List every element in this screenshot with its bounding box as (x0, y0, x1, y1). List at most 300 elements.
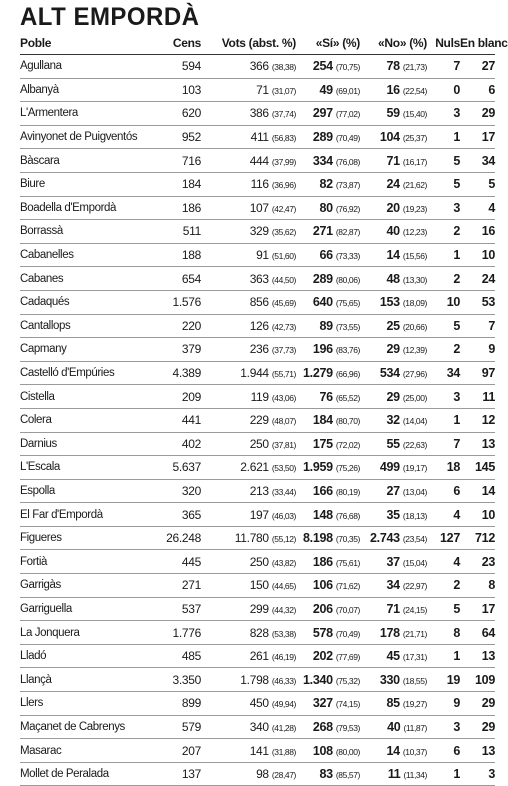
no-value: 16 (386, 82, 400, 97)
cell-blanc (460, 574, 495, 598)
blanc-value: 24 (481, 271, 495, 286)
si-pct: (73,55) (335, 321, 360, 332)
header-nuls: Nuls (427, 31, 460, 55)
blanc-value: 23 (481, 554, 495, 569)
vots-value: 366 (249, 59, 269, 74)
cell-no (360, 715, 427, 739)
page-title: ALT EMPORDÀ (20, 3, 200, 31)
si-value: 640 (312, 295, 333, 310)
results-table (20, 31, 508, 786)
table-row (20, 55, 495, 79)
cell-poble (20, 243, 136, 267)
cell-poble (20, 762, 136, 786)
abst-pct: (41,28) (271, 722, 296, 733)
si-pct: (71,62) (335, 581, 360, 592)
si-pct: (74,15) (335, 699, 360, 710)
cell-poble (20, 432, 136, 456)
cell-poble (20, 55, 136, 79)
cell-poble (20, 196, 136, 220)
si-value: 289 (312, 130, 333, 145)
cens-value: 379 (181, 342, 201, 357)
cell-no (360, 338, 427, 362)
nuls-value: 127 (440, 531, 460, 546)
nuls-value: 4 (453, 554, 460, 569)
cell-si (296, 243, 360, 267)
cell-nuls (427, 644, 460, 668)
blanc-value: 4 (488, 200, 495, 215)
si-value: 89 (319, 318, 333, 333)
no-pct: (13,30) (402, 274, 427, 285)
vots-value: 828 (249, 625, 269, 640)
cell-blanc (460, 597, 495, 621)
no-pct: (22,54) (402, 85, 427, 96)
cell-vots (201, 503, 296, 527)
cell-no (360, 314, 427, 338)
nuls-value: 3 (453, 200, 460, 215)
cell-no (360, 762, 427, 786)
cens-value: 594 (181, 59, 201, 74)
si-value: 106 (312, 578, 333, 593)
no-value: 330 (379, 672, 400, 687)
no-pct: (19,17) (402, 463, 427, 474)
cell-si (296, 715, 360, 739)
cell-poble (20, 739, 136, 763)
cell-nuls (427, 503, 460, 527)
cell-blanc (460, 172, 495, 196)
cell-poble (20, 456, 136, 480)
nuls-value: 1 (453, 248, 460, 263)
blanc-value: 17 (481, 601, 495, 616)
cell-poble (20, 621, 136, 645)
table-row (20, 692, 495, 716)
no-pct: (24,15) (402, 604, 427, 615)
si-value: 49 (319, 82, 333, 97)
si-pct: (73,33) (335, 251, 360, 262)
vots-value: 444 (249, 153, 269, 168)
vots-value: 250 (249, 436, 269, 451)
cell-vots (201, 125, 296, 149)
cell-nuls (427, 526, 460, 550)
cell-blanc (460, 715, 495, 739)
no-pct: (11,34) (403, 770, 427, 781)
abst-pct: (49,94) (271, 699, 296, 710)
poble-name: Bàscara (20, 154, 60, 167)
cell-no (360, 102, 427, 126)
poble-name: Biure (20, 178, 45, 191)
cell-nuls (427, 432, 460, 456)
cell-nuls (427, 739, 460, 763)
cell-nuls (427, 479, 460, 503)
abst-pct: (55,12) (271, 534, 296, 545)
no-pct: (11,87) (403, 722, 427, 733)
cens-value: 4.389 (172, 366, 201, 381)
cell-blanc (460, 55, 495, 79)
cell-poble (20, 78, 136, 102)
no-pct: (15,04) (402, 557, 427, 568)
vots-value: 71 (256, 82, 269, 97)
cell-si (296, 102, 360, 126)
nuls-value: 3 (453, 719, 460, 734)
cell-si (296, 408, 360, 432)
cell-no (360, 479, 427, 503)
cell-si (296, 644, 360, 668)
table-row (20, 574, 495, 598)
cell-cens (136, 149, 201, 173)
cell-vots (201, 550, 296, 574)
table-row (20, 408, 495, 432)
header-row (20, 31, 495, 55)
header-no: «No» (%) (360, 31, 427, 55)
cell-blanc (460, 361, 495, 385)
no-pct: (21,73) (402, 62, 427, 73)
no-value: 35 (386, 507, 400, 522)
cell-si (296, 621, 360, 645)
no-value: 34 (386, 578, 400, 593)
abst-pct: (38,38) (271, 62, 296, 73)
table-body (20, 55, 495, 786)
no-pct: (20,66) (402, 321, 427, 332)
cell-si (296, 125, 360, 149)
si-value: 8.198 (303, 531, 333, 546)
cell-blanc (460, 668, 495, 692)
si-pct: (75,26) (335, 463, 360, 474)
poble-name: Cantallops (20, 319, 71, 332)
cell-blanc (460, 432, 495, 456)
vots-value: 450 (249, 696, 269, 711)
poble-name: Boadella d'Empordà (20, 201, 117, 214)
abst-pct: (37,81) (271, 439, 296, 450)
blanc-value: 64 (481, 625, 495, 640)
cell-poble (20, 526, 136, 550)
cens-value: 137 (181, 767, 201, 782)
si-pct: (85,57) (335, 770, 360, 781)
cell-blanc (460, 621, 495, 645)
cell-vots (201, 644, 296, 668)
cens-value: 26.248 (166, 531, 201, 546)
abst-pct: (44,50) (271, 274, 296, 285)
cens-value: 716 (181, 153, 201, 168)
table-row (20, 172, 495, 196)
blanc-value: 145 (475, 460, 495, 475)
cens-value: 103 (181, 82, 201, 97)
cell-poble (20, 574, 136, 598)
no-value: 85 (386, 696, 400, 711)
cell-cens (136, 526, 201, 550)
cell-no (360, 361, 427, 385)
poble-name: Cistella (20, 390, 55, 403)
table-row (20, 550, 495, 574)
cell-cens (136, 432, 201, 456)
blanc-value: 712 (475, 531, 495, 546)
cell-nuls (427, 78, 460, 102)
cell-no (360, 456, 427, 480)
poble-name: Borrassà (20, 225, 63, 238)
no-value: 59 (386, 106, 400, 121)
table-row (20, 290, 495, 314)
cens-value: 952 (181, 130, 201, 145)
cell-poble (20, 692, 136, 716)
vots-value: 856 (249, 295, 269, 310)
cell-no (360, 243, 427, 267)
cell-vots (201, 715, 296, 739)
cell-nuls (427, 550, 460, 574)
no-pct: (18,55) (402, 675, 427, 686)
poble-name: Fortià (20, 555, 47, 568)
abst-pct: (36,96) (271, 180, 296, 191)
no-value: 14 (386, 743, 400, 758)
no-value: 24 (386, 177, 400, 192)
si-value: 327 (312, 696, 333, 711)
no-value: 25 (386, 318, 400, 333)
cell-nuls (427, 597, 460, 621)
cell-cens (136, 574, 201, 598)
si-pct: (75,61) (335, 557, 360, 568)
no-pct: (16,17) (402, 156, 427, 167)
vots-value: 236 (249, 342, 269, 357)
cens-value: 207 (181, 743, 201, 758)
si-value: 1.279 (303, 366, 333, 381)
cell-poble (20, 668, 136, 692)
cell-vots (201, 432, 296, 456)
cell-nuls (427, 267, 460, 291)
no-value: 29 (386, 389, 400, 404)
cell-blanc (460, 338, 495, 362)
cell-vots (201, 597, 296, 621)
cens-value: 1.776 (172, 625, 201, 640)
no-value: 37 (386, 554, 400, 569)
cell-si (296, 668, 360, 692)
no-value: 48 (386, 271, 400, 286)
cell-cens (136, 385, 201, 409)
cens-value: 620 (181, 106, 201, 121)
nuls-value: 4 (453, 507, 460, 522)
blanc-value: 29 (481, 696, 495, 711)
vots-value: 2.621 (240, 460, 269, 475)
cell-poble (20, 125, 136, 149)
vots-value: 340 (249, 719, 269, 734)
cell-si (296, 338, 360, 362)
cell-blanc (460, 243, 495, 267)
si-pct: (70,75) (335, 62, 360, 73)
cell-vots (201, 621, 296, 645)
cell-cens (136, 290, 201, 314)
cell-blanc (460, 125, 495, 149)
cell-nuls (427, 715, 460, 739)
cell-poble (20, 102, 136, 126)
no-value: 20 (386, 200, 400, 215)
blanc-value: 5 (488, 177, 495, 192)
cell-cens (136, 668, 201, 692)
poble-name: Maçanet de Cabrenys (20, 720, 125, 733)
no-pct: (18,09) (402, 298, 427, 309)
cell-nuls (427, 668, 460, 692)
nuls-value: 6 (453, 743, 460, 758)
si-pct: (75,32) (335, 675, 360, 686)
vots-value: 119 (250, 389, 269, 404)
table-row (20, 243, 495, 267)
blanc-value: 11 (482, 389, 495, 404)
cell-no (360, 526, 427, 550)
vots-value: 213 (249, 483, 269, 498)
poble-name: El Far d'Empordà (20, 508, 103, 521)
abst-pct: (46,19) (271, 652, 296, 663)
vots-value: 1.798 (240, 672, 269, 687)
cell-si (296, 78, 360, 102)
no-value: 11 (387, 767, 401, 782)
cell-poble (20, 338, 136, 362)
no-pct: (22,63) (402, 439, 427, 450)
no-pct: (15,56) (402, 251, 427, 262)
vots-value: 250 (249, 554, 269, 569)
cell-cens (136, 408, 201, 432)
blanc-value: 8 (488, 578, 495, 593)
header-cens: Cens (136, 31, 201, 55)
si-value: 268 (312, 719, 333, 734)
no-value: 55 (386, 436, 400, 451)
header-blanc: En blanc (460, 31, 495, 55)
nuls-value: 1 (453, 413, 460, 428)
abst-pct: (42,47) (271, 203, 296, 214)
cell-vots (201, 479, 296, 503)
no-pct: (27,96) (402, 369, 427, 380)
poble-name: Capmany (20, 343, 67, 356)
cell-si (296, 762, 360, 786)
cell-poble (20, 172, 136, 196)
abst-pct: (46,03) (271, 510, 296, 521)
si-pct: (72,02) (335, 439, 360, 450)
table-row (20, 267, 495, 291)
poble-name: La Jonquera (20, 626, 80, 639)
cell-si (296, 220, 360, 244)
cell-nuls (427, 55, 460, 79)
cell-no (360, 550, 427, 574)
cell-cens (136, 243, 201, 267)
si-pct: (70,07) (335, 604, 360, 615)
no-value: 27 (386, 483, 400, 498)
cell-nuls (427, 290, 460, 314)
nuls-value: 1 (453, 130, 460, 145)
si-value: 83 (319, 767, 333, 782)
cell-poble (20, 267, 136, 291)
vots-value: 1.944 (240, 366, 269, 381)
nuls-value: 1 (453, 649, 460, 664)
cell-si (296, 574, 360, 598)
table-row (20, 196, 495, 220)
vots-value: 98 (256, 767, 269, 782)
cell-si (296, 692, 360, 716)
cell-vots (201, 149, 296, 173)
no-value: 71 (386, 153, 400, 168)
no-value: 32 (386, 413, 400, 428)
blanc-value: 12 (481, 413, 495, 428)
cell-no (360, 220, 427, 244)
poble-name: Figueres (20, 532, 62, 545)
si-pct: (66,96) (335, 369, 360, 380)
no-value: 499 (379, 460, 400, 475)
poble-name: L'Armentera (20, 107, 78, 120)
cell-no (360, 55, 427, 79)
table-row (20, 361, 495, 385)
cell-vots (201, 456, 296, 480)
abst-pct: (33,44) (271, 486, 296, 497)
si-value: 206 (312, 601, 333, 616)
cell-blanc (460, 739, 495, 763)
si-value: 148 (312, 507, 333, 522)
si-pct: (65,52) (335, 392, 360, 403)
cell-cens (136, 267, 201, 291)
cell-si (296, 149, 360, 173)
vots-value: 107 (249, 200, 269, 215)
cell-no (360, 408, 427, 432)
poble-name: Cabanelles (20, 249, 74, 262)
nuls-value: 2 (453, 224, 460, 239)
si-value: 289 (312, 271, 333, 286)
cens-value: 537 (181, 601, 201, 616)
table-header (20, 31, 508, 55)
no-pct: (12,39) (402, 345, 427, 356)
cell-cens (136, 338, 201, 362)
cell-si (296, 290, 360, 314)
poble-name: Garriguella (20, 602, 72, 615)
cell-si (296, 361, 360, 385)
abst-pct: (37,73) (271, 345, 296, 356)
poble-name: Avinyonet de Puigventós (20, 131, 138, 144)
cell-no (360, 574, 427, 598)
table-row (20, 762, 495, 786)
cell-blanc (460, 503, 495, 527)
table-row (20, 739, 495, 763)
cell-nuls (427, 149, 460, 173)
no-value: 40 (387, 719, 401, 734)
nuls-value: 19 (446, 672, 460, 687)
si-value: 66 (319, 248, 333, 263)
vots-value: 141 (249, 743, 269, 758)
cell-blanc (460, 196, 495, 220)
cell-blanc (460, 692, 495, 716)
cell-no (360, 644, 427, 668)
poble-name: Albanyà (20, 83, 59, 96)
cell-vots (201, 361, 296, 385)
cell-nuls (427, 172, 460, 196)
cell-si (296, 479, 360, 503)
cell-poble (20, 550, 136, 574)
blanc-value: 17 (481, 130, 495, 145)
blanc-value: 27 (481, 59, 495, 74)
header-vots: Vots (abst. %) (201, 31, 296, 55)
cell-no (360, 267, 427, 291)
cell-blanc (460, 290, 495, 314)
cell-no (360, 196, 427, 220)
blanc-value: 34 (481, 153, 495, 168)
no-pct: (17,31) (402, 652, 427, 663)
cens-value: 441 (181, 413, 201, 428)
poble-name: Espolla (20, 484, 55, 497)
si-pct: (82,87) (335, 227, 360, 238)
nuls-value: 5 (453, 153, 460, 168)
vots-value: 299 (249, 601, 269, 616)
cell-blanc (460, 385, 495, 409)
table-row (20, 526, 495, 550)
no-value: 40 (386, 224, 400, 239)
blanc-value: 13 (481, 649, 495, 664)
si-value: 202 (312, 649, 333, 664)
blanc-value: 16 (481, 224, 495, 239)
si-pct: (79,53) (335, 722, 360, 733)
cell-cens (136, 715, 201, 739)
no-pct: (12,23) (402, 227, 427, 238)
cell-poble (20, 290, 136, 314)
table-row (20, 668, 495, 692)
